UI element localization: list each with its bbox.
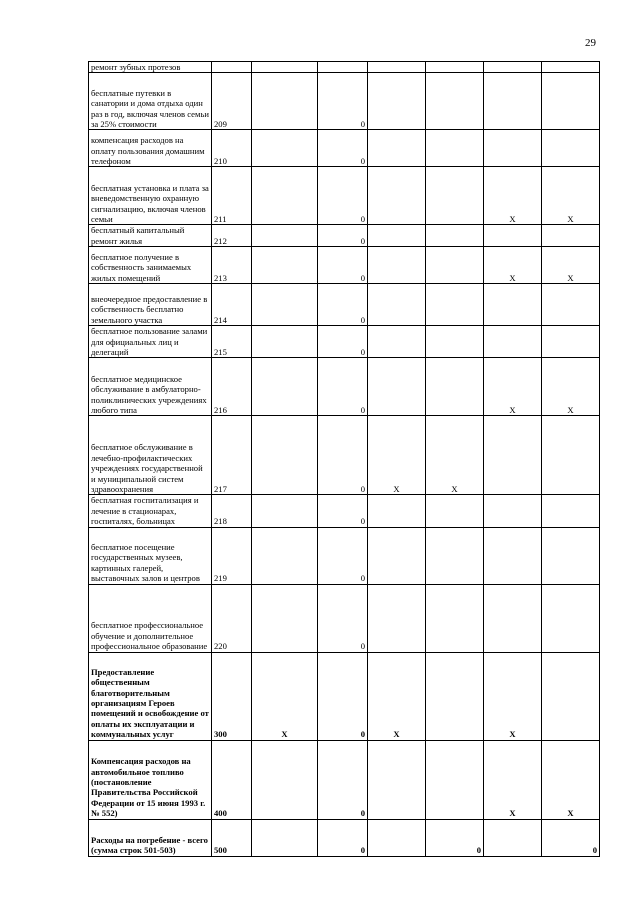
- row-col6-cell: [426, 247, 484, 284]
- row-name-cell: Предоставление общественным благотворительным организациям Героев помещений и освобождение от оплаты их эксплуатации и коммунальных услуг: [89, 652, 212, 740]
- table-row: [89, 284, 600, 326]
- row-col7-cell: [484, 416, 542, 495]
- row-code-cell: 400: [212, 740, 252, 819]
- table-row: [89, 358, 600, 416]
- table-row: [89, 326, 600, 358]
- row-col5-cell: [368, 247, 426, 284]
- row-col3-cell: [252, 130, 318, 167]
- row-col4-cell: 0: [318, 652, 368, 740]
- row-col4-cell: 0: [318, 73, 368, 130]
- row-col4-cell: 0: [318, 358, 368, 416]
- row-code-cell: 211: [212, 167, 252, 225]
- row-name-cell: внеочередное предоставление в собственность бесплатно земельного участка: [89, 284, 212, 326]
- row-col4-cell: 0: [318, 740, 368, 819]
- row-col4-cell: 0: [318, 326, 368, 358]
- row-name-cell: компенсация расходов на оплату пользования домашним телефоном: [89, 130, 212, 167]
- table-row: [89, 527, 600, 584]
- table-row: [89, 652, 600, 740]
- row-col4-cell: 0: [318, 225, 368, 247]
- row-col7-cell: [484, 527, 542, 584]
- row-col5-cell: [368, 740, 426, 819]
- row-col6-cell: [426, 73, 484, 130]
- row-col7-cell: [484, 584, 542, 652]
- row-col6-cell: [426, 225, 484, 247]
- row-col7-cell: [484, 495, 542, 527]
- row-code-cell: 213: [212, 247, 252, 284]
- row-name-cell: бесплатные путевки в санатории и дома отдыха один раз в год, включая членов семьи за 25% стоимости: [89, 73, 212, 130]
- row-col3-cell: [252, 584, 318, 652]
- table-row: [89, 819, 600, 856]
- row-col7-cell: [484, 819, 542, 856]
- row-col3-cell: [252, 527, 318, 584]
- row-col5-cell: [368, 527, 426, 584]
- row-col3-cell: [252, 167, 318, 225]
- row-col3-cell: [252, 740, 318, 819]
- row-col4-cell: 0: [318, 495, 368, 527]
- row-name-cell: бесплатное профессиональное обучение и дополнительное профессиональное образование: [89, 584, 212, 652]
- row-code-cell: 220: [212, 584, 252, 652]
- row-name-cell: бесплатная установка и плата за вневедомственную охранную сигнализацию, включая членов семьи: [89, 167, 212, 225]
- row-code-cell: 500: [212, 819, 252, 856]
- row-col8-cell: [542, 584, 600, 652]
- table-row: [89, 225, 600, 247]
- row-col4-cell: 0: [318, 416, 368, 495]
- row-col5-cell: [368, 167, 426, 225]
- row-name-cell: Расходы на погребение - всего (сумма строк 501-503): [89, 819, 212, 856]
- row-col8-cell: [542, 225, 600, 247]
- row-col8-cell: [542, 130, 600, 167]
- row-col5-cell: Х: [368, 652, 426, 740]
- row-col7-cell: [484, 62, 542, 73]
- table-row: [89, 584, 600, 652]
- row-col8-cell: [542, 284, 600, 326]
- row-code-cell: 219: [212, 527, 252, 584]
- table-row: [89, 130, 600, 167]
- row-col8-cell: 0: [542, 819, 600, 856]
- row-code-cell: 217: [212, 416, 252, 495]
- row-col6-cell: [426, 584, 484, 652]
- row-col6-cell: [426, 130, 484, 167]
- table-row: [89, 740, 600, 819]
- row-code-cell: 210: [212, 130, 252, 167]
- row-col8-cell: [542, 416, 600, 495]
- row-col3-cell: [252, 73, 318, 130]
- row-col6-cell: [426, 495, 484, 527]
- row-col7-cell: Х: [484, 740, 542, 819]
- row-col8-cell: Х: [542, 358, 600, 416]
- row-col6-cell: 0: [426, 819, 484, 856]
- row-name-cell: бесплатное обслуживание в лечебно-профилактических учреждениях государственной и муниципальной систем здравоохранения: [89, 416, 212, 495]
- row-col8-cell: Х: [542, 167, 600, 225]
- row-col7-cell: [484, 73, 542, 130]
- row-col4-cell: 0: [318, 167, 368, 225]
- row-col7-cell: [484, 326, 542, 358]
- row-name-cell: бесплатное получение в собственность занимаемых жилых помещений: [89, 247, 212, 284]
- table-row: [89, 62, 600, 73]
- row-col3-cell: [252, 62, 318, 73]
- row-col8-cell: Х: [542, 740, 600, 819]
- row-col6-cell: [426, 652, 484, 740]
- row-col5-cell: [368, 819, 426, 856]
- row-col4-cell: 0: [318, 130, 368, 167]
- row-col7-cell: [484, 225, 542, 247]
- row-name-cell: ремонт зубных протезов: [89, 62, 212, 73]
- row-col8-cell: [542, 527, 600, 584]
- row-col6-cell: [426, 358, 484, 416]
- row-col6-cell: [426, 527, 484, 584]
- row-code-cell: 209: [212, 73, 252, 130]
- row-col4-cell: 0: [318, 527, 368, 584]
- row-col5-cell: Х: [368, 416, 426, 495]
- row-col5-cell: [368, 225, 426, 247]
- row-col8-cell: [542, 62, 600, 73]
- row-col4-cell: [318, 62, 368, 73]
- row-col7-cell: Х: [484, 247, 542, 284]
- row-name-cell: Компенсация расходов на автомобильное топливо (постановление Правительства Российской Федерации от 15 июня 1993 г. № 552): [89, 740, 212, 819]
- row-col7-cell: Х: [484, 167, 542, 225]
- row-code-cell: 215: [212, 326, 252, 358]
- row-col6-cell: [426, 326, 484, 358]
- row-col5-cell: [368, 358, 426, 416]
- row-col3-cell: [252, 326, 318, 358]
- table-row: [89, 416, 600, 495]
- row-col4-cell: 0: [318, 247, 368, 284]
- row-col6-cell: [426, 167, 484, 225]
- table-row: [89, 247, 600, 284]
- row-col6-cell: [426, 62, 484, 73]
- row-code-cell: [212, 62, 252, 73]
- row-col5-cell: [368, 130, 426, 167]
- row-col5-cell: [368, 73, 426, 130]
- row-code-cell: 214: [212, 284, 252, 326]
- row-col5-cell: [368, 284, 426, 326]
- table-row: [89, 73, 600, 130]
- row-col8-cell: [542, 326, 600, 358]
- row-col4-cell: 0: [318, 584, 368, 652]
- row-col7-cell: Х: [484, 358, 542, 416]
- row-col5-cell: [368, 495, 426, 527]
- row-col3-cell: [252, 819, 318, 856]
- table-row: [89, 167, 600, 225]
- row-code-cell: 218: [212, 495, 252, 527]
- row-col3-cell: [252, 416, 318, 495]
- row-col3-cell: [252, 225, 318, 247]
- page-number: 29: [585, 37, 596, 49]
- row-col3-cell: [252, 495, 318, 527]
- row-code-cell: 212: [212, 225, 252, 247]
- row-col8-cell: [542, 495, 600, 527]
- row-col8-cell: Х: [542, 247, 600, 284]
- row-col6-cell: Х: [426, 416, 484, 495]
- row-name-cell: бесплатное посещение государственных музеев, картинных галерей, выставочных залов и центров: [89, 527, 212, 584]
- row-col7-cell: [484, 130, 542, 167]
- row-col4-cell: 0: [318, 284, 368, 326]
- row-name-cell: бесплатное пользование залами для официальных лиц и делегаций: [89, 326, 212, 358]
- row-col5-cell: [368, 326, 426, 358]
- row-col3-cell: [252, 358, 318, 416]
- row-col5-cell: [368, 584, 426, 652]
- row-col8-cell: [542, 73, 600, 130]
- row-col6-cell: [426, 740, 484, 819]
- row-col7-cell: Х: [484, 652, 542, 740]
- report-table: [88, 61, 600, 857]
- row-name-cell: бесплатный капитальный ремонт жилья: [89, 225, 212, 247]
- row-code-cell: 300: [212, 652, 252, 740]
- row-col5-cell: [368, 62, 426, 73]
- row-col7-cell: [484, 284, 542, 326]
- row-col3-cell: Х: [252, 652, 318, 740]
- row-col3-cell: [252, 247, 318, 284]
- row-col3-cell: [252, 284, 318, 326]
- row-name-cell: бесплатное медицинское обслуживание в амбулаторно-поликлинических учреждениях любого типа: [89, 358, 212, 416]
- row-col8-cell: [542, 652, 600, 740]
- table-row: [89, 495, 600, 527]
- row-col6-cell: [426, 284, 484, 326]
- row-name-cell: бесплатная госпитализация и лечение в стационарах, госпиталях, больницах: [89, 495, 212, 527]
- row-col4-cell: 0: [318, 819, 368, 856]
- row-code-cell: 216: [212, 358, 252, 416]
